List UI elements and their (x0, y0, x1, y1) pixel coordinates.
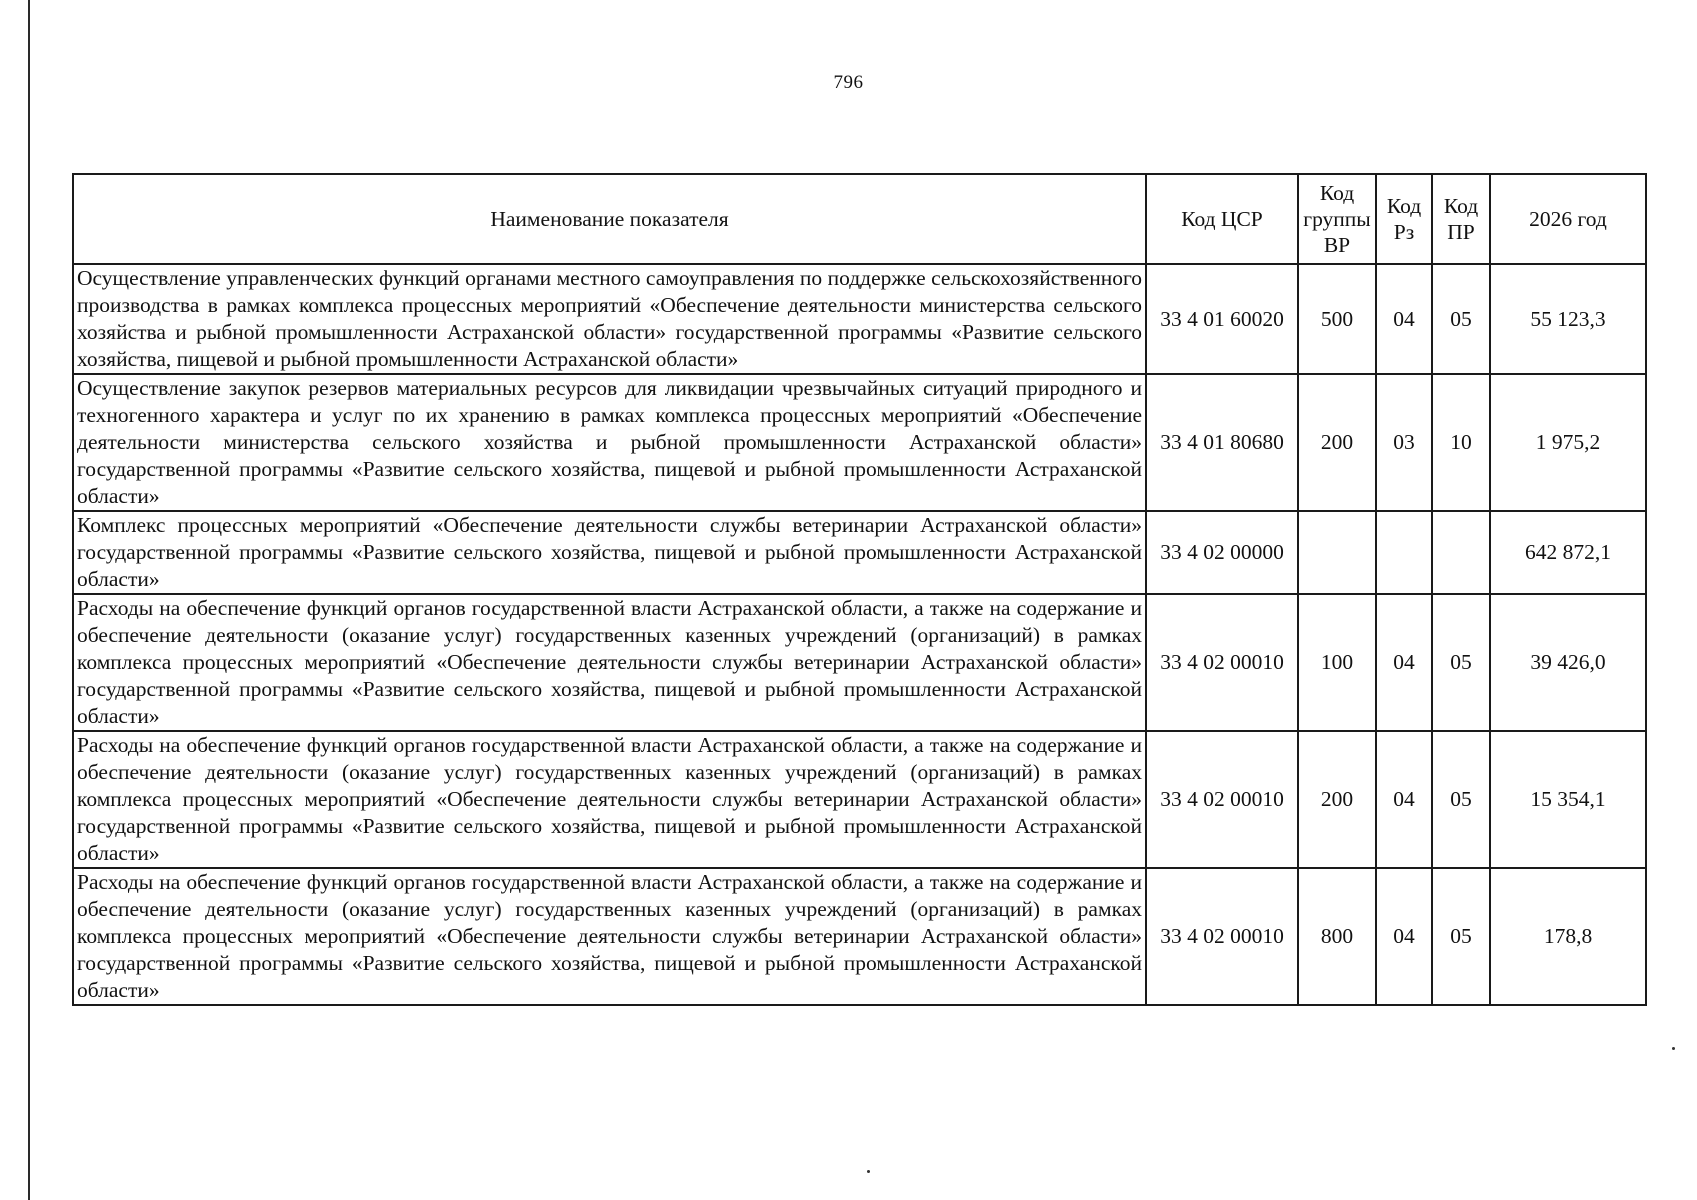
header-name: Наименование показателя (73, 174, 1146, 264)
table-row (73, 374, 1646, 511)
row-vr-code: 200 (1298, 731, 1376, 868)
row-name: Расходы на обеспечение функций органов государственной власти Астраханской области, а также на содержание и обеспечение деятельности (оказание услуг) государственных казенных учреждений (организаций) в рамках комплекса процессных мероприятий «Обеспечение деятельности службы ветеринарии Астраханской области» государственной программы «Развитие сельского хозяйства, пищевой и рыбной промышленности Астраханской области» (73, 731, 1146, 868)
table-header-row (73, 174, 1646, 264)
row-pr-code (1432, 511, 1490, 594)
row-rz-code: 04 (1376, 731, 1432, 868)
header-rz-code: Код Рз (1376, 174, 1432, 264)
row-name: Расходы на обеспечение функций органов государственной власти Астраханской области, а также на содержание и обеспечение деятельности (оказание услуг) государственных казенных учреждений (организаций) в рамках комплекса процессных мероприятий «Обеспечение деятельности службы ветеринарии Астраханской области» государственной программы «Развитие сельского хозяйства, пищевой и рыбной промышленности Астраханской области» (73, 594, 1146, 731)
row-pr-code: 10 (1432, 374, 1490, 511)
row-name: Расходы на обеспечение функций органов государственной власти Астраханской области, а также на содержание и обеспечение деятельности (оказание услуг) государственных казенных учреждений (организаций) в рамках комплекса процессных мероприятий «Обеспечение деятельности службы ветеринарии Астраханской области» государственной программы «Развитие сельского хозяйства, пищевой и рыбной промышленности Астраханской области» (73, 868, 1146, 1005)
row-amount: 1 975,2 (1490, 374, 1646, 511)
binding-margin-line (28, 0, 30, 1200)
row-pr-code: 05 (1432, 264, 1490, 374)
row-pr-code: 05 (1432, 594, 1490, 731)
budget-table (72, 173, 1647, 1006)
table-row (73, 264, 1646, 374)
page-number: 796 (833, 72, 864, 93)
row-amount: 55 123,3 (1490, 264, 1646, 374)
row-rz-code (1376, 511, 1432, 594)
table-row (73, 511, 1646, 594)
table-row (73, 731, 1646, 868)
row-amount: 642 872,1 (1490, 511, 1646, 594)
row-pr-code: 05 (1432, 868, 1490, 1005)
row-csr-code: 33 4 01 80680 (1146, 374, 1298, 511)
row-vr-code: 100 (1298, 594, 1376, 731)
row-vr-code: 500 (1298, 264, 1376, 374)
row-csr-code: 33 4 02 00010 (1146, 868, 1298, 1005)
table-row (73, 594, 1646, 731)
table-row (73, 868, 1646, 1005)
row-rz-code: 03 (1376, 374, 1432, 511)
row-csr-code: 33 4 02 00010 (1146, 731, 1298, 868)
header-vr-group-code: Код группы ВР (1298, 174, 1376, 264)
header-csr-code: Код ЦСР (1146, 174, 1298, 264)
row-vr-code: 200 (1298, 374, 1376, 511)
row-vr-code: 800 (1298, 868, 1376, 1005)
row-name: Комплекс процессных мероприятий «Обеспечение деятельности службы ветеринарии Астраханской области» государственной программы «Развитие сельского хозяйства, пищевой и рыбной промышленности Астраханской области» (73, 511, 1146, 594)
header-pr-code: Код ПР (1432, 174, 1490, 264)
row-csr-code: 33 4 02 00010 (1146, 594, 1298, 731)
row-name: Осуществление управленческих функций органами местного самоуправления по поддержке сельскохозяйственного производства в рамках комплекса процессных мероприятий «Обеспечение деятельности министерства сельского хозяйства и рыбной промышленности Астраханской области» государственной программы «Развитие сельского хозяйства, пищевой и рыбной промышленности Астраханской области» (73, 264, 1146, 374)
row-vr-code (1298, 511, 1376, 594)
row-rz-code: 04 (1376, 868, 1432, 1005)
row-csr-code: 33 4 02 00000 (1146, 511, 1298, 594)
scan-speck (1672, 1047, 1675, 1050)
row-amount: 15 354,1 (1490, 731, 1646, 868)
header-year-2026: 2026 год (1490, 174, 1646, 264)
row-rz-code: 04 (1376, 594, 1432, 731)
row-amount: 39 426,0 (1490, 594, 1646, 731)
row-pr-code: 05 (1432, 731, 1490, 868)
row-amount: 178,8 (1490, 868, 1646, 1005)
row-name: Осуществление закупок резервов материальных ресурсов для ликвидации чрезвычайных ситуаций природного и техногенного характера и услуг по их хранению в рамках комплекса процессных мероприятий «Обеспечение деятельности министерства сельского хозяйства и рыбной промышленности Астраханской области» государственной программы «Развитие сельского хозяйства, пищевой и рыбной промышленности Астраханской области» (73, 374, 1146, 511)
scan-speck (867, 1170, 870, 1173)
row-rz-code: 04 (1376, 264, 1432, 374)
row-csr-code: 33 4 01 60020 (1146, 264, 1298, 374)
